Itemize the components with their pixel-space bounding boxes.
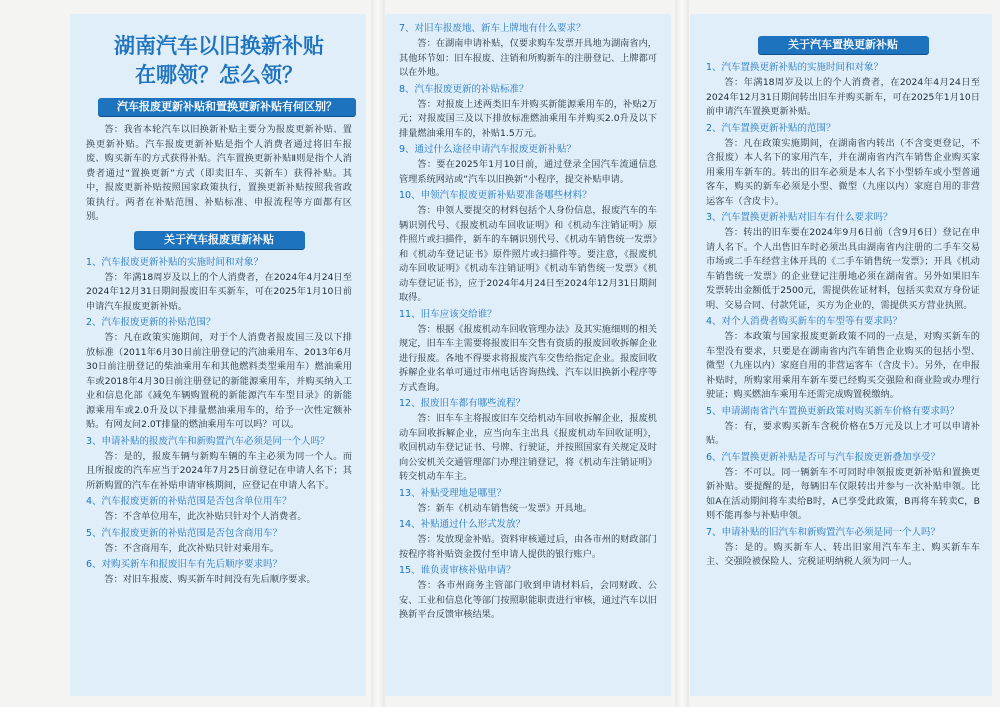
question: 4、对个人消费者购买新车的车型等有要求吗？ [706,316,903,327]
question: 8、汽车报废更新的补贴标准？ [399,83,529,95]
answer: 答：年满18周岁及以上的个人消费者，在2024年4月24日至2024年12月31日期间报废旧车买新车，可在2025年1月10日前申请汽车报废更新补贴。 [86,271,352,312]
answer: 答：凡在政策实施期间，对于个人消费者报废国三及以下排放标准（2011年6月30日前注册登记的汽油乘用车、2013年6月30日前注册登记的柴油乘用车和其他燃料类型乘用车）燃油乘用车或2018年4月30日前注册登记的新能源乘用车，并购买纳入工业和信息化部《减免车辆购置税的新能源汽车车型目录》的新能源乘用车或2.0升及以下排量燃油乘用车的，给予一次性定额补贴。有网友问2.0T排量的燃油乘用车可以吗？可以。 [86,332,352,430]
answer: 答：对报废上述两类旧车并购买新能源乘用车的，补贴2万元；对报废国三及以下排放标准燃油乘用车并购买2.0升及以下排量燃油乘用车的，补贴1.5万元。 [399,98,657,139]
scrap-item-1 [86,256,352,315]
answer: 答：旧车车主将报废旧车交给机动车回收拆解企业，报废机动车回收拆解企业，应当向车主出具《报废机动车回收证明》，收回机动车登记证书、号牌、行驶证，并按照国家有关规定及时向公安机关交通管理部门办理注销登记，将《机动车注销证明》转交机动车车主。 [399,413,657,482]
question: 1、汽车置换更新补贴的实施时间和对象？ [706,62,884,73]
question: 4、汽车报废更新的补贴范围是否包含单位用车？ [86,496,292,507]
answer: 答：本政策与国家报废更新政策不同的一点是，对购买新车的车型没有要求，只要是在湖南省内汽车销售企业购买的包括小型、微型（九座以内）家庭自用的非营运客车（含皮卡）。另外，在申报补贴时，所购家用乘用车新车要已经购买交强险和商业险或办理行驶证；购买燃油车乘用车还需完成购置税缴纳。 [706,331,980,400]
answer: 答：是的。购买新车人、转出旧家用汽车车主、购买新车车主、交强险被保险人、完税证明纳税人须为同一人。 [706,541,980,567]
scrap-item-14 [399,518,657,562]
answer: 答：不含单位用车，此次补贴只针对个人消费者。 [104,511,307,522]
answer: 答：发放现金补贴。资料审核通过后，由各市州的财政部门按程序将补贴资金拨付至申请人提供的银行账户。 [399,534,657,560]
scrap-item-2 [86,316,352,433]
question: 3、申请补贴的报废汽车和新购置汽车必须是同一个人吗？ [86,435,330,447]
answer: 答：要在2025年1月10日前，通过登录全国汽车流通信息管理系统网站或“汽车以旧换新”小程序，提交补贴申请。 [399,159,657,185]
scrap-item-12 [399,397,657,485]
replace-item-2 [706,122,980,210]
question: 7、申请补贴的旧汽车和新购置汽车必须是同一个人吗？ [706,526,941,538]
scrap-item-11 [399,308,657,396]
answer: 答：根据《报废机动车回收管理办法》及其实施细则的相关规定，旧车车主需要将报废旧车交售有资质的报废回收拆解企业进行报废。各地不得要求将报废汽车交售给指定企业。报废回收拆解企业名单可通过市州电话咨询热线、汽车以旧换新小程序等方式查询。 [399,323,657,393]
question: 1、汽车报废更新补贴的实施时间和对象？ [86,256,264,268]
replace-item-6 [706,451,980,524]
replace-item-1 [706,61,980,120]
replace-item-4 [706,315,980,403]
intro-answer: 答：我省本轮汽车以旧换新补贴主要分为报废更新补贴、置换更新补贴。汽车报废更新补贴是指个人消费者通过将旧车报废、购买新车的方式获得补贴。汽车置换更新补贴Ⅱ则是指个人消费者通过“置换更新”方式（即卖旧车、买新车）获得补贴。其中，报废更新补贴按照国家政策执行，置换更新补贴按照我省政策执行。两者在补贴范围、补贴标准、申报流程等方面都有区别。 [86,124,352,222]
scrap-item-8 [399,83,657,142]
panel-right [690,14,992,696]
answer: 答：不可以。同一辆新车不可同时申领报废更新补贴和置换更新补贴。要提醒的是，每辆旧车仅限转出并参与一次补贴申领。比如A在活动期间将车卖给B时，A已享受此政策，B再将车转卖C，B则不能再参与补贴申领。 [706,466,980,521]
question: 2、汽车报废更新的补贴范围？ [86,317,216,328]
answer: 答：是的，报废车辆与新购车辆的车主必须为同一个人。而且所报废的汽车应当于2024年7月25日前登记在申请人名下；其所新购置的汽车在补贴申请审核期间，应登记在申请人名下。 [86,450,352,491]
replace-banner: 关于汽车置换更新补贴 [758,36,929,54]
question: 14、补贴通过什么形式发放？ [399,519,526,530]
replace-item-5 [706,405,980,449]
answer: 答：各市州商务主管部门收到申请材料后，会同财政、公安、工业和信息化等部门按照职能职责进行审核，通过汽车以旧换新平台反馈审核结果。 [399,580,657,620]
fold-line [675,0,689,707]
question: 3、汽车置换更新补贴对旧车有什么要求吗？ [706,212,893,223]
panel-left [70,14,366,696]
replace-item-7 [706,526,980,570]
scrap-item-3 [86,435,352,494]
scrap-item-6 [86,558,352,588]
question: 5、申请湖南省汽车置换更新政策对购买新车价格有要求吗？ [706,405,960,417]
replace-item-3 [706,211,980,313]
scrap-item-7 [399,22,657,81]
question: 6、对购买新车和报废旧车有先后顺序要求吗？ [86,559,283,570]
fold-line [371,0,385,707]
title-line-1: 湖南汽车以旧换新补贴 [114,34,324,58]
answer: 答：不含商用车，此次补贴只针对乘用车。 [104,542,279,554]
question: 2、汽车置换更新补贴的范围？ [706,122,836,134]
title-line-2: 在哪领？怎么领？ [135,63,303,87]
page-title [86,32,352,90]
question: 15、谁负责审核补贴申请？ [399,565,516,576]
answer: 答：申领人要提交的材料包括个人身份信息，报废汽车的车辆识别代号、《报废机动车回收证明》和《机动车注销证明》原件照片或扫描件，新车的车辆识别代号、《机动车销售统一发票》和《机动车登记证书》原件照片或扫描件等。要注意，《报废机动车回收证明》《机动车注销证明》《机动车销售统一发票》《机动车登记证书》，应于2024年4月24日至2024年12月31日期间取得。 [399,205,657,303]
question: 10、申领汽车报废更新补贴要准备哪些材料？ [399,190,592,201]
scrap-item-15 [399,564,657,623]
answer: 答：转出的旧车要在2024年9月6日前（含9月6日）登记在申请人名下。个人出售旧车时必须出具由湖南省内注册的二手车交易市场或二手车经营主体开具的《二手车销售统一发票》；开具《机动车销售统一发票》的企业登记注册地必须在湖南省。另外如果旧车发票转出金额低于2500元，需提供佐证材料，包括买卖双方身份证明、交易合同、付款凭证，买方为企业的，需提供买方营业执照。 [706,227,980,311]
answer: 答：凡在政策实施期间，在湖南省内转出（不含变更登记，不含报废）本人名下的家用汽车，并在湖南省内汽车销售企业购买家用乘用车新车的。转出的旧车必须是本人名下小型轿车或小型普通客车，购买的新车必须是小型、微型（九座以内）家庭自用的非营运客车（含皮卡）。 [706,137,980,207]
scrap-item-10 [399,189,657,306]
question: 5、汽车报废更新的补贴范围是否包含商用车？ [86,527,283,539]
answer: 答：有，要求购买新车含税价格在5万元及以上才可以申请补贴。 [706,420,980,446]
scrap-item-4 [86,495,352,525]
scrap-item-5 [86,527,352,557]
question: 12、报废旧车都有哪些流程？ [399,398,526,409]
scrap-item-13 [399,487,657,517]
answer: 答：年满18周岁及以上的个人消费者，在2024年4月24日至2024年12月31日期间转出旧车并购买新车，可在2025年1月10日前申请汽车置换更新补贴。 [706,77,980,117]
answer: 答：在湖南申请补贴，仅要求购车发票开具地为湖南省内，其他环节如：旧车报废、注销和所购新车的注册登记、上牌都可以在外地。 [399,38,657,78]
answer: 答：对旧车报废、购买新车时间没有先后顺序要求。 [104,574,316,585]
question: 13、补贴受理地是哪里？ [399,487,507,499]
answer: 答：新车《机动车销售统一发票》开具地。 [417,502,592,514]
intro-banner: 汽车报废更新补贴和置换更新补贴有何区别？ [98,98,356,116]
question: 6、汽车置换更新补贴是否可与汽车报废更新叠加享受？ [706,451,941,463]
question: 9、通过什么途径申请汽车报废更新补贴？ [399,144,577,155]
question: 11、旧车应该交给谁？ [399,308,497,320]
scrap-item-9 [399,143,657,187]
scrap-banner: 关于汽车报废更新补贴 [134,231,305,249]
panel-middle [385,14,671,696]
question: 7、对旧车报废地、新车上牌地有什么要求？ [399,23,586,34]
